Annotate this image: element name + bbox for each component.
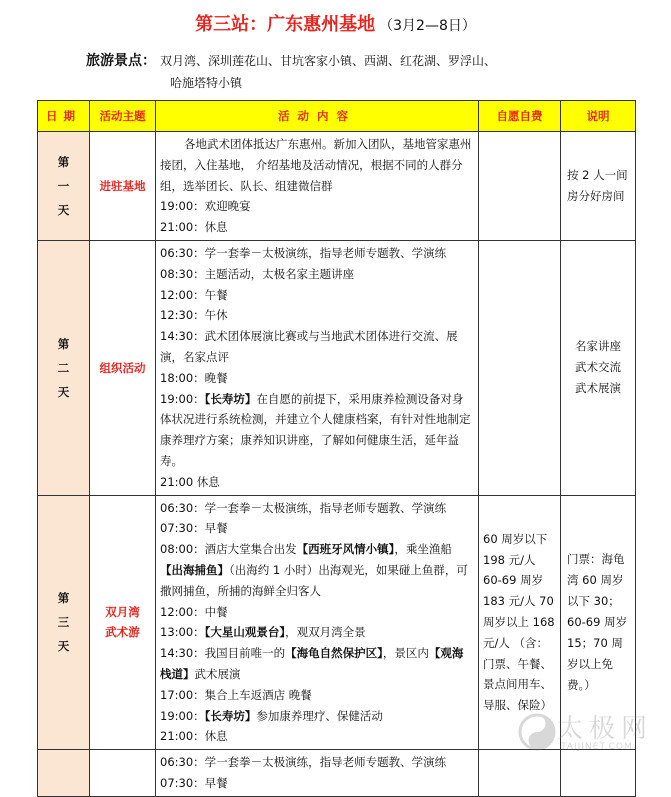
header-date: 日期: [38, 101, 90, 132]
content-line: 06:30：学一套拳－太极演练，指导老师专题教、学演练: [160, 755, 447, 770]
theme-cell: 进驻基地: [90, 132, 156, 241]
note-cell: 按 2 人一间房分好房间: [561, 132, 636, 241]
table-row: [38, 240, 636, 495]
spots-line1: 双月湾、深圳莲花山、甘坑客家小镇、西湖、红花湖、罗浮山、: [160, 54, 497, 68]
header-theme: 活动主题: [90, 101, 156, 132]
day-cell: 第 二 天: [38, 240, 90, 495]
content-line: 18:00：晚餐: [160, 370, 228, 385]
content-line: 06:30：学一套拳－太极演练，指导老师专题教、学演练: [160, 500, 447, 515]
title-main: 第三站：广东惠州基地: [195, 14, 376, 35]
header-content: 活动内容: [156, 101, 479, 132]
content-line-observation: 13:00：【大星山观景台】，观双月湾全景: [160, 625, 366, 640]
table-row: [38, 132, 636, 241]
content-line: 12:30：午休: [160, 308, 228, 323]
content-line: 07:30：早餐: [160, 521, 228, 536]
content-cell: [156, 240, 479, 495]
content-line: 21:00 休息: [160, 474, 220, 489]
content-line: 17:00：集合上车返酒店 晚餐: [160, 687, 312, 702]
content-line: 14:30：武术团体展演比赛或与当地武术团体进行交流、展演，名家点评: [160, 329, 458, 364]
taiji-logo-icon: [517, 712, 557, 752]
content-line-changshoufang: 19:00：【长寿坊】参加康养理疗、保健活动: [160, 708, 383, 723]
content-cell: [156, 132, 479, 241]
spots-label: 旅游景点：: [86, 53, 156, 69]
theme-cell: 双月湾 武术游: [90, 495, 156, 750]
day-cell: 第 三 天: [38, 495, 90, 750]
content-paragraph-changshoufang: 19:00：【长寿坊】在自愿的前提下，采用康养检测设备对身体状况进行系统检测，并建立个人健康档案，有针对性地制定康养理疗方案；康养知识讲座，了解如何健康生活，延年益寿。: [160, 391, 471, 468]
taiji-watermark-logo: [517, 708, 657, 758]
content-intro: 各地武术团体抵达广东惠州。新加入团队，基地管家惠州接团，入住基地， 介绍基地及活动情况，根据不同的人群分 组，选举团长、队长、组建微信群: [160, 137, 472, 193]
theme-cell: 组织活动: [90, 240, 156, 495]
spots-line2: 哈施塔特小镇: [170, 76, 243, 90]
watermark-sub: TAIJINET.COM: [561, 742, 633, 752]
content-line: 19:00：欢迎晚宴: [160, 199, 251, 214]
schedule-table: [37, 100, 636, 797]
content-line: 06:30：学一套拳－太极演练，指导老师专题教、学演练: [160, 245, 447, 260]
content-paragraph-turtle: 14:30：我国目前唯一的【海龟自然保护区】，景区内【观海栈道】武术展演: [160, 646, 464, 681]
fee-cell: [479, 240, 561, 495]
header-fee: 自愿自费: [479, 101, 561, 132]
fee-cell: [479, 132, 561, 241]
content-line: 08:30：主题活动，太极名家主题讲座: [160, 266, 355, 281]
title-date: （3月2—8日）: [379, 18, 476, 34]
note-cell: 门票：海龟湾 60 周岁以下 30；60-69 周岁 15；70 周岁以上免费。）: [561, 495, 636, 750]
content-line: 21:00：休息: [160, 729, 228, 744]
watermark-text: 太极网: [557, 714, 654, 744]
content-line: 07:30：早餐: [160, 775, 228, 790]
header-note: 说明: [561, 101, 636, 132]
day-cell: [38, 750, 90, 797]
content-cell: [156, 495, 479, 750]
content-paragraph-seaside: 08:00：酒店大堂集合出发【西班牙风情小镇】，乘坐渔船【出海捕鱼】（出海约 1 小时）出海观光，如果碰上鱼群，可撒网捕鱼，所捕的海鲜全归客人: [160, 542, 468, 598]
theme-cell: [90, 750, 156, 797]
page-title: [0, 10, 671, 36]
note-cell: 名家讲座 武术交流 武术展演: [561, 240, 636, 495]
fee-cell: 60 周岁以下 198 元/人 60-69 周岁 183 元/人 70 周岁以上 168 元/人 （含：门票、午餐、景点间用车、导服、保险）: [479, 495, 561, 750]
content-line: 21:00：休息: [160, 220, 228, 235]
tourist-spots: [86, 50, 646, 94]
content-line: 12:00：午餐: [160, 287, 228, 302]
table-header-row: [38, 101, 636, 132]
content-cell: [156, 750, 479, 797]
day-cell: 第 一 天: [38, 132, 90, 241]
content-line: 12:00：中餐: [160, 604, 228, 619]
